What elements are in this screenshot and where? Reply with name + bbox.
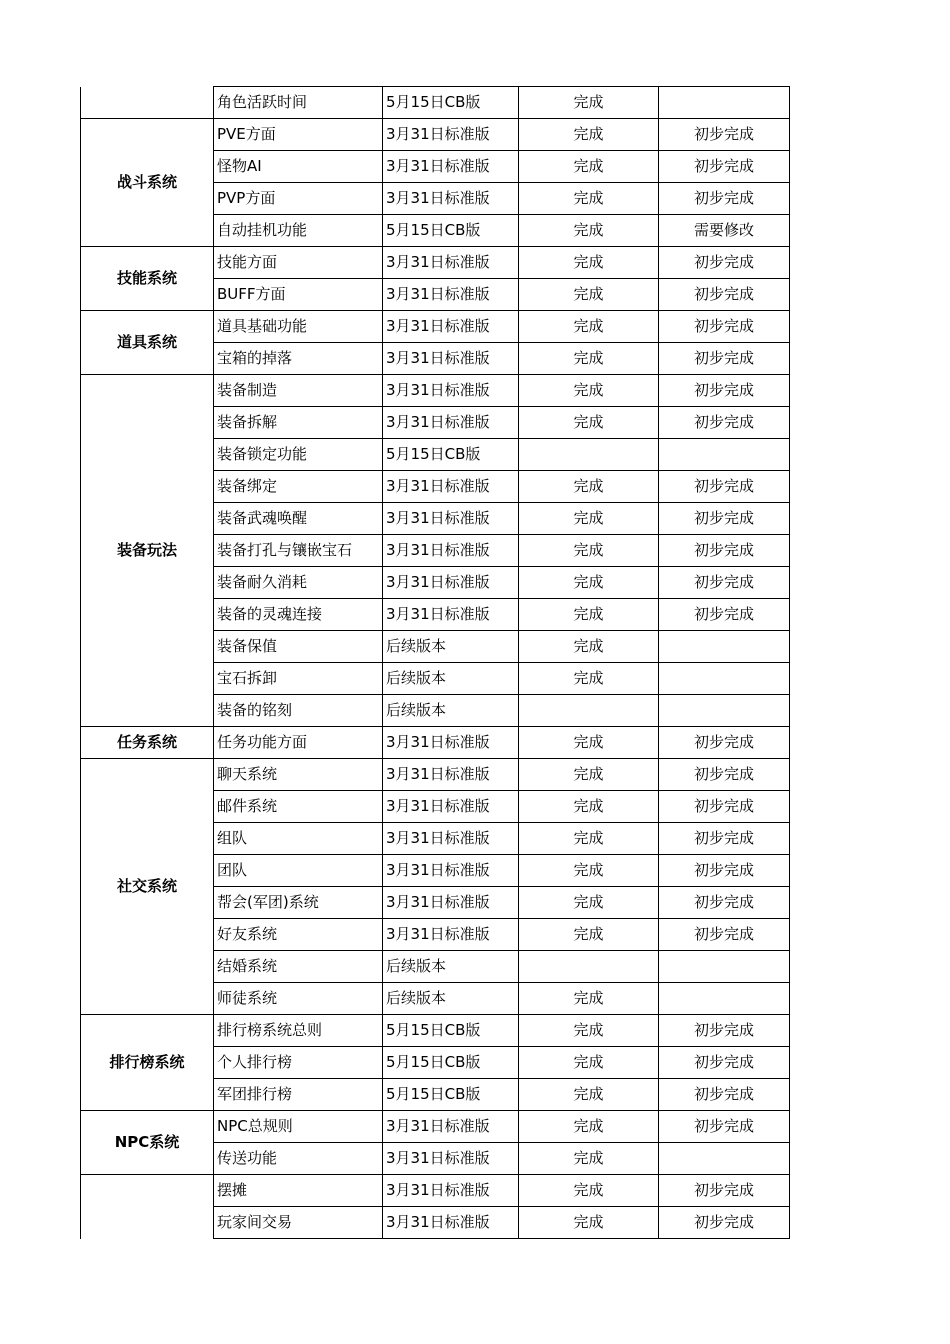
category-cell bbox=[81, 1175, 214, 1239]
status-cell: 完成 bbox=[519, 503, 659, 535]
status-cell: 完成 bbox=[519, 407, 659, 439]
note-cell: 初步完成 bbox=[659, 311, 790, 343]
feature-cell: PVE方面 bbox=[214, 119, 383, 151]
version-cell: 3月31日标准版 bbox=[383, 727, 519, 759]
category-cell bbox=[81, 87, 214, 119]
feature-cell: 道具基础功能 bbox=[214, 311, 383, 343]
status-cell: 完成 bbox=[519, 759, 659, 791]
feature-cell: 宝石拆卸 bbox=[214, 663, 383, 695]
feature-cell: 师徒系统 bbox=[214, 983, 383, 1015]
status-cell: 完成 bbox=[519, 311, 659, 343]
table-row bbox=[81, 727, 790, 759]
version-cell: 3月31日标准版 bbox=[383, 311, 519, 343]
note-cell bbox=[659, 695, 790, 727]
feature-cell: 装备的铭刻 bbox=[214, 695, 383, 727]
version-cell: 3月31日标准版 bbox=[383, 247, 519, 279]
category-cell: 任务系统 bbox=[81, 727, 214, 759]
table-row bbox=[81, 759, 790, 791]
version-cell: 3月31日标准版 bbox=[383, 535, 519, 567]
category-cell: 道具系统 bbox=[81, 311, 214, 375]
feature-cell: 宝箱的掉落 bbox=[214, 343, 383, 375]
feature-cell: 装备锁定功能 bbox=[214, 439, 383, 471]
category-cell: 战斗系统 bbox=[81, 119, 214, 247]
note-cell: 初步完成 bbox=[659, 151, 790, 183]
version-cell: 后续版本 bbox=[383, 695, 519, 727]
status-cell: 完成 bbox=[519, 567, 659, 599]
note-cell: 初步完成 bbox=[659, 567, 790, 599]
table-row bbox=[81, 1175, 790, 1207]
version-cell: 3月31日标准版 bbox=[383, 407, 519, 439]
table-row bbox=[81, 1015, 790, 1047]
version-cell: 后续版本 bbox=[383, 951, 519, 983]
feature-cell: 邮件系统 bbox=[214, 791, 383, 823]
version-cell: 5月15日CB版 bbox=[383, 87, 519, 119]
feature-cell: 个人排行榜 bbox=[214, 1047, 383, 1079]
status-cell: 完成 bbox=[519, 343, 659, 375]
version-cell: 3月31日标准版 bbox=[383, 1175, 519, 1207]
status-cell bbox=[519, 951, 659, 983]
status-cell: 完成 bbox=[519, 87, 659, 119]
status-cell: 完成 bbox=[519, 471, 659, 503]
note-cell bbox=[659, 663, 790, 695]
table-row bbox=[81, 375, 790, 407]
table-row bbox=[81, 87, 790, 119]
version-cell: 3月31日标准版 bbox=[383, 919, 519, 951]
note-cell bbox=[659, 439, 790, 471]
note-cell: 初步完成 bbox=[659, 1015, 790, 1047]
note-cell: 初步完成 bbox=[659, 791, 790, 823]
status-cell: 完成 bbox=[519, 1143, 659, 1175]
feature-status-sheet bbox=[80, 86, 790, 1239]
feature-cell: 装备制造 bbox=[214, 375, 383, 407]
feature-cell: 排行榜系统总则 bbox=[214, 1015, 383, 1047]
table-row bbox=[81, 119, 790, 151]
note-cell: 初步完成 bbox=[659, 343, 790, 375]
note-cell: 初步完成 bbox=[659, 183, 790, 215]
version-cell: 3月31日标准版 bbox=[383, 1207, 519, 1239]
note-cell: 初步完成 bbox=[659, 919, 790, 951]
category-cell: NPC系统 bbox=[81, 1111, 214, 1175]
note-cell: 初步完成 bbox=[659, 1175, 790, 1207]
feature-status-table bbox=[80, 86, 790, 1239]
status-cell: 完成 bbox=[519, 791, 659, 823]
feature-cell: 聊天系统 bbox=[214, 759, 383, 791]
version-cell: 后续版本 bbox=[383, 983, 519, 1015]
status-cell: 完成 bbox=[519, 855, 659, 887]
note-cell: 初步完成 bbox=[659, 535, 790, 567]
status-cell: 完成 bbox=[519, 1015, 659, 1047]
feature-cell: 军团排行榜 bbox=[214, 1079, 383, 1111]
note-cell: 初步完成 bbox=[659, 1047, 790, 1079]
feature-cell: 装备保值 bbox=[214, 631, 383, 663]
table-row bbox=[81, 1111, 790, 1143]
note-cell: 初步完成 bbox=[659, 727, 790, 759]
note-cell bbox=[659, 1143, 790, 1175]
version-cell: 3月31日标准版 bbox=[383, 375, 519, 407]
table-row bbox=[81, 311, 790, 343]
version-cell: 3月31日标准版 bbox=[383, 343, 519, 375]
status-cell bbox=[519, 695, 659, 727]
feature-cell: BUFF方面 bbox=[214, 279, 383, 311]
feature-cell: 自动挂机功能 bbox=[214, 215, 383, 247]
feature-cell: 好友系统 bbox=[214, 919, 383, 951]
feature-cell: 组队 bbox=[214, 823, 383, 855]
category-cell: 排行榜系统 bbox=[81, 1015, 214, 1111]
note-cell: 初步完成 bbox=[659, 1079, 790, 1111]
version-cell: 3月31日标准版 bbox=[383, 791, 519, 823]
version-cell: 3月31日标准版 bbox=[383, 855, 519, 887]
note-cell: 初步完成 bbox=[659, 1207, 790, 1239]
version-cell: 3月31日标准版 bbox=[383, 183, 519, 215]
note-cell: 初步完成 bbox=[659, 279, 790, 311]
category-cell: 技能系统 bbox=[81, 247, 214, 311]
version-cell: 3月31日标准版 bbox=[383, 567, 519, 599]
feature-cell: 结婚系统 bbox=[214, 951, 383, 983]
status-cell: 完成 bbox=[519, 631, 659, 663]
status-cell: 完成 bbox=[519, 599, 659, 631]
feature-cell: 角色活跃时间 bbox=[214, 87, 383, 119]
feature-cell: PVP方面 bbox=[214, 183, 383, 215]
table-row bbox=[81, 247, 790, 279]
feature-cell: 装备拆解 bbox=[214, 407, 383, 439]
status-cell: 完成 bbox=[519, 1111, 659, 1143]
status-cell: 完成 bbox=[519, 119, 659, 151]
status-cell: 完成 bbox=[519, 151, 659, 183]
feature-cell: 摆摊 bbox=[214, 1175, 383, 1207]
status-cell bbox=[519, 439, 659, 471]
version-cell: 3月31日标准版 bbox=[383, 471, 519, 503]
status-cell: 完成 bbox=[519, 1207, 659, 1239]
feature-cell: 技能方面 bbox=[214, 247, 383, 279]
note-cell: 初步完成 bbox=[659, 119, 790, 151]
status-cell: 完成 bbox=[519, 1079, 659, 1111]
note-cell bbox=[659, 983, 790, 1015]
version-cell: 3月31日标准版 bbox=[383, 151, 519, 183]
status-cell: 完成 bbox=[519, 663, 659, 695]
feature-cell: 装备武魂唤醒 bbox=[214, 503, 383, 535]
note-cell: 初步完成 bbox=[659, 471, 790, 503]
note-cell: 初步完成 bbox=[659, 599, 790, 631]
status-cell: 完成 bbox=[519, 983, 659, 1015]
feature-cell: 任务功能方面 bbox=[214, 727, 383, 759]
feature-cell: 装备耐久消耗 bbox=[214, 567, 383, 599]
version-cell: 后续版本 bbox=[383, 663, 519, 695]
note-cell: 初步完成 bbox=[659, 503, 790, 535]
status-cell: 完成 bbox=[519, 535, 659, 567]
note-cell: 初步完成 bbox=[659, 407, 790, 439]
status-cell: 完成 bbox=[519, 727, 659, 759]
version-cell: 3月31日标准版 bbox=[383, 599, 519, 631]
note-cell: 初步完成 bbox=[659, 375, 790, 407]
status-cell: 完成 bbox=[519, 375, 659, 407]
feature-cell: 玩家间交易 bbox=[214, 1207, 383, 1239]
table-body bbox=[81, 87, 790, 1239]
note-cell: 需要修改 bbox=[659, 215, 790, 247]
feature-cell: 怪物AI bbox=[214, 151, 383, 183]
version-cell: 3月31日标准版 bbox=[383, 503, 519, 535]
feature-cell: 装备打孔与镶嵌宝石 bbox=[214, 535, 383, 567]
status-cell: 完成 bbox=[519, 1175, 659, 1207]
status-cell: 完成 bbox=[519, 183, 659, 215]
note-cell: 初步完成 bbox=[659, 247, 790, 279]
version-cell: 3月31日标准版 bbox=[383, 119, 519, 151]
note-cell: 初步完成 bbox=[659, 823, 790, 855]
status-cell: 完成 bbox=[519, 823, 659, 855]
feature-cell: 团队 bbox=[214, 855, 383, 887]
note-cell: 初步完成 bbox=[659, 855, 790, 887]
version-cell: 5月15日CB版 bbox=[383, 1079, 519, 1111]
status-cell: 完成 bbox=[519, 247, 659, 279]
category-cell: 社交系统 bbox=[81, 759, 214, 1015]
feature-cell: 装备的灵魂连接 bbox=[214, 599, 383, 631]
status-cell: 完成 bbox=[519, 887, 659, 919]
note-cell bbox=[659, 951, 790, 983]
version-cell: 3月31日标准版 bbox=[383, 1143, 519, 1175]
version-cell: 5月15日CB版 bbox=[383, 439, 519, 471]
version-cell: 5月15日CB版 bbox=[383, 1047, 519, 1079]
feature-cell: 帮会(军团)系统 bbox=[214, 887, 383, 919]
note-cell: 初步完成 bbox=[659, 759, 790, 791]
feature-cell: 传送功能 bbox=[214, 1143, 383, 1175]
feature-cell: NPC总规则 bbox=[214, 1111, 383, 1143]
status-cell: 完成 bbox=[519, 919, 659, 951]
version-cell: 3月31日标准版 bbox=[383, 279, 519, 311]
status-cell: 完成 bbox=[519, 215, 659, 247]
version-cell: 5月15日CB版 bbox=[383, 1015, 519, 1047]
version-cell: 5月15日CB版 bbox=[383, 215, 519, 247]
status-cell: 完成 bbox=[519, 279, 659, 311]
status-cell: 完成 bbox=[519, 1047, 659, 1079]
note-cell bbox=[659, 87, 790, 119]
version-cell: 3月31日标准版 bbox=[383, 759, 519, 791]
version-cell: 3月31日标准版 bbox=[383, 887, 519, 919]
category-cell: 装备玩法 bbox=[81, 375, 214, 727]
feature-cell: 装备绑定 bbox=[214, 471, 383, 503]
version-cell: 3月31日标准版 bbox=[383, 823, 519, 855]
note-cell bbox=[659, 631, 790, 663]
version-cell: 3月31日标准版 bbox=[383, 1111, 519, 1143]
note-cell: 初步完成 bbox=[659, 887, 790, 919]
note-cell: 初步完成 bbox=[659, 1111, 790, 1143]
version-cell: 后续版本 bbox=[383, 631, 519, 663]
